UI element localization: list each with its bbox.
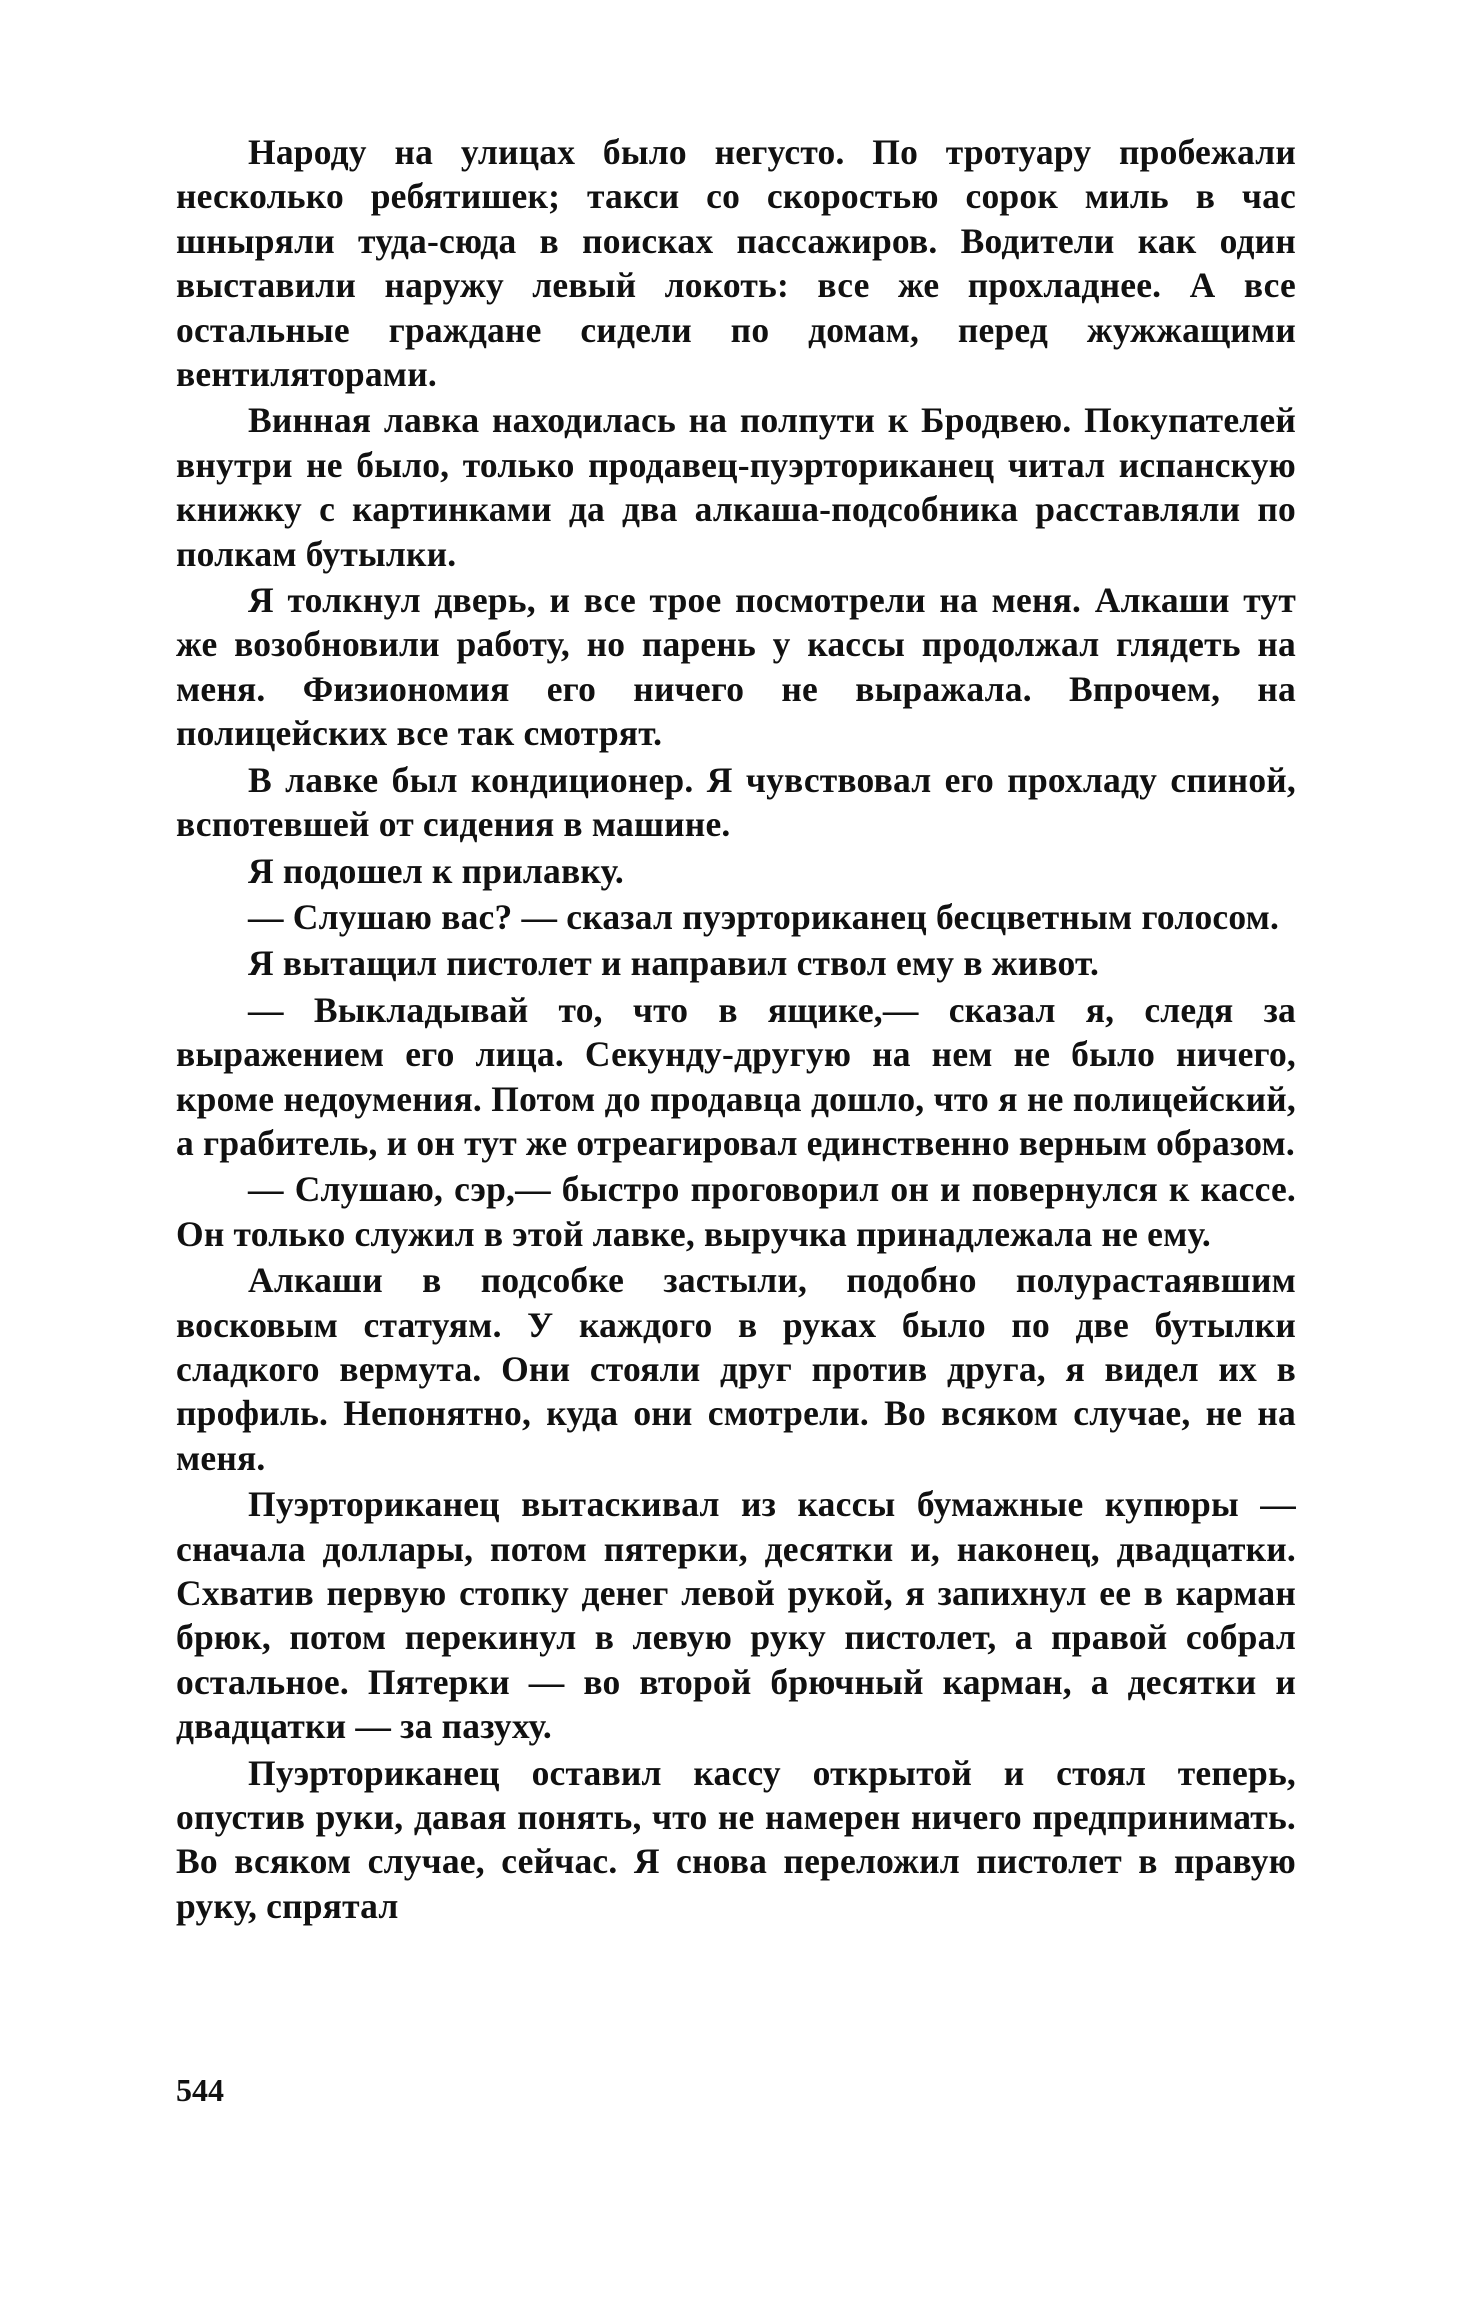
paragraph: Я вытащил пистолет и направил ствол ему в живот.: [248, 943, 1100, 984]
paragraph: В лавке был кондиционер. Я чувствовал его прохладу спиной, вспотевшей от сидения в машине.: [176, 759, 1296, 845]
text-block: [176, 130, 1296, 1928]
paragraph: Алкаши в подсобке застыли, подобно полурастаявшим восковым статуям. У каждого в руках было по две бутылки сладкого вермута. Они стояли друг против друга, я видел их в профиль. Непонятно, куда они смотрели. Во всяком случае, не на меня.: [176, 1260, 1296, 1478]
page-body: [176, 130, 1296, 1930]
paragraph: Пуэрториканец вытаскивал из кассы бумажные купюры — сначала доллары, потом пятерки, десятки и, наконец, двадцатки. Схватив первую стопку денег левой рукой, я запихнул ее в карман брюк, потом перекинул в левую руку пистолет, а правой собрал остальное. Пятерки — во второй брючный карман, а десятки и двадцатки — за пазуху.: [176, 1484, 1296, 1747]
paragraph: — Выкладывай то, что в ящике,— сказал я, следя за выражением его лица. Секунду-другую на нем не было ничего, кроме недоумения. Потом до продавца дошло, что я не полицейский, а грабитель, и он тут же отреагировал единственно верным образом.: [176, 989, 1296, 1163]
paragraph: Я подошел к прилавку.: [248, 850, 624, 891]
paragraph: Народу на улицах было негусто. По тротуару пробежали несколько ребятишек; такси со скоростью сорок миль в час шныряли туда-сюда в поисках пассажиров. Водители как один выставили наружу левый локоть: все же прохладнее. А все остальные граждане сидели по домам, перед жужжащими вентиляторами.: [176, 132, 1296, 395]
paragraph: Винная лавка находилась на полпути к Бродвею. Покупателей внутри не было, только продавец-пуэрториканец читал испанскую книжку с картинками да два алкаша-подсобника расставляли по полкам бутылки.: [176, 400, 1296, 574]
page-number: 544: [176, 2072, 224, 2108]
paragraph: — Слушаю, сэр,— быстро проговорил он и повернулся к кассе. Он только служил в этой лавке, выручка принадлежала не ему.: [176, 1169, 1296, 1254]
paragraph: Я толкнул дверь, и все трое посмотрели на меня. Алкаши тут же возобновили работу, но парень у кассы продолжал глядеть на меня. Физиономия его ничего не выражала. Впрочем, на полицейских все так смотрят.: [176, 580, 1296, 754]
paragraph: — Слушаю вас? — сказал пуэрториканец бесцветным голосом.: [248, 896, 1280, 937]
paragraph: Пуэрториканец оставил кассу открытой и стоял теперь, опустив руки, давая понять, что не намерен ничего предпринимать. Во всяком случае, сейчас. Я снова переложил пистолет в правую руку, спрятал: [176, 1752, 1296, 1926]
